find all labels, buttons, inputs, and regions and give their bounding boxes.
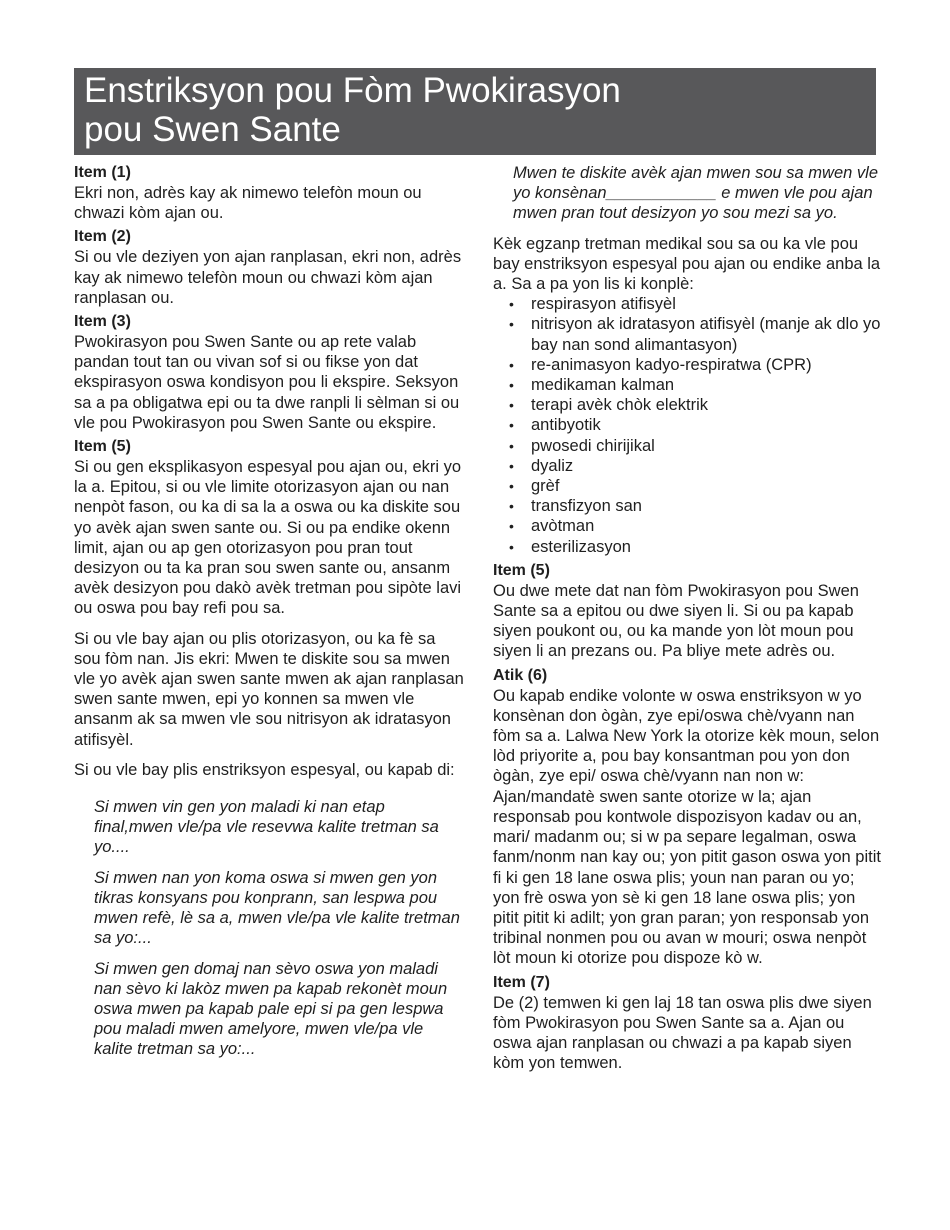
item-5-section (74, 437, 464, 1059)
list-item: • grèf (531, 476, 883, 496)
item-1-body: Ekri non, adrès kay ak nimewo telefòn moun ou chwazi kòm ajan ou. (74, 184, 422, 223)
item-7-heading: Item (7) (493, 973, 550, 991)
atik-6-heading: Atik (6) (493, 666, 548, 684)
right-column (493, 163, 883, 1073)
item-3-body: Pwokirasyon pou Swen Sante ou ap rete valab pandan tout tan ou vivan sof si ou fikse yon dat ekspirasyon oswa kondisyon pou li ekspire. Seksyon sa a pa obligatwa epi ou ta dwe ranpli li sèlman si ou vle pou Pwokirasyon pou Swen Sante ou ekspire. (74, 333, 460, 432)
item-2-body: Si ou vle deziyen yon ajan ranplasan, ekri non, adrès kay ak nimewo telefòn moun ou chwazi kòm ajan ranplasan ou. (74, 248, 462, 307)
list-item: • avòtman (531, 516, 883, 536)
item-5-heading: Item (5) (74, 438, 131, 456)
item-2-section (74, 227, 464, 308)
item-5b-heading: Item (5) (493, 561, 550, 579)
item-3-heading: Item (3) (74, 313, 131, 331)
list-item: • terapi avèk chòk elektrik (531, 395, 883, 415)
item-5-body: Si ou gen eksplikasyon espesyal pou ajan ou, ekri yo la a. Epitou, si ou vle limite otorizasyon ajan ou nan nenpòt fason, ou ka di sa la a oswa ou ka diskite sou yo avèk ajan swen sante ou. Si ou pa endike okenn limit, ajan ou ap gen otorizasyon pou pran tout desizyon ou ta ka pran sou swen sante ou, ansanm avèk desizyon pou dakò avèk tretman pou sipòte lavi ou oswa pou bay refi pou sa. (74, 458, 462, 618)
treatment-list (493, 294, 883, 557)
list-item: • dyaliz (531, 456, 883, 476)
atik-6-body: Ou kapab endike volonte w oswa enstriksyon w yo konsènan don ògàn, zye epi/oswa chè/vyann nan fòm sa a. Lalwa New York la otorize kèk moun, selon lòd priyorite a, pou bay konsantman pou yon don ògàn, zye epi/ oswa chè/vyann nan non w: Ajan/mandatè swen sante otorize w la; ajan responsab pou kontwole dispozisyon kadav ou an, mari/ madanm ou; si w pa separe legalman, oswa fanm/nonm nan kay ou; yon pitit gason oswa yon pitit fi ki gen 18 lane oswa plis; youn nan paran ou yo; yon frè oswa yon sè ki gen 18 lane oswa plis; yon pitit pitit ki adilt; yon gran paran; yon responsab yon tribinal nonmen pou ou avan w mouri; oswa nenpòt lòt moun ki otorize pou dispoze kò w. (493, 686, 881, 968)
item-2-heading: Item (2) (74, 228, 131, 246)
item-5b-section (493, 561, 883, 662)
page-title-line-2: pou Swen Sante (84, 110, 341, 149)
instruction-quote-4: Mwen te diskite avèk ajan mwen sou sa mwen vle yo konsènan____________ e mwen vle pou ajan mwen pran tout desizyon yo sou mezi sa yo. (513, 164, 878, 223)
title-banner (74, 68, 876, 155)
list-item: • antibyotik (531, 415, 883, 435)
list-item: • medikaman kalman (531, 375, 883, 395)
atik-6-section (493, 666, 883, 969)
item-5b-body: Ou dwe mete dat nan fòm Pwokirasyon pou Swen Sante sa a epitou ou dwe siyen li. Si ou pa kapab siyen poukont ou, ou ka mande yon lòt moun pou siyen li an prezans ou. Pa bliye mete adrès ou. (493, 581, 859, 661)
instruction-quote-3: Si mwen gen domaj nan sèvo oswa yon maladi nan sèvo ki lakòz mwen pa kapab rekonèt moun oswa mwen pa kapab pale epi si pa gen lespwa pou maladi mwen amelyore, mwen vle/pa vle kalite tretman sa yo:... (94, 959, 448, 1059)
item-7-body: De (2) temwen ki gen laj 18 tan oswa plis dwe siyen fòm Pwokirasyon pou Swen Sante sa a. Ajan ou oswa ajan ranplasan ou chwazi a pa kapab siyen kòm yon temwen. (493, 993, 872, 1073)
list-item: • respirasyon atifisyèl (531, 294, 883, 314)
list-item: • nitrisyon ak idratasyon atifisyèl (manje ak dlo yo bay nan sond alimantasyon) (531, 314, 883, 354)
list-item: • re-animasyon kadyo-respiratwa (CPR) (531, 355, 883, 375)
list-item: • esterilizasyon (531, 537, 883, 557)
instruction-quote-1: Si mwen vin gen yon maladi ki nan etap final,mwen vle/pa vle resevwa kalite tretman sa yo.... (94, 798, 439, 857)
list-item: • transfizyon san (531, 496, 883, 516)
item-5-paragraph-2: Si ou vle bay ajan ou plis otorizasyon, ou ka fè sa sou fòm nan. Jis ekri: Mwen te diskite sou sa mwen vle yo avèk ajan swen sante mwen ak ajan ranplasan swen sante mwen, epi yo konnen sa mwen vle ansanm ak sa mwen vle sou nitrisyon ak idratasyon atifisyèl. (74, 629, 464, 749)
item-7-section (493, 973, 883, 1074)
examples-intro: Kèk egzanp tretman medikal sou sa ou ka vle pou bay enstriksyon espesyal pou ajan ou endike anba la a. Sa a pa yon lis ki konplè: (493, 234, 881, 294)
item-5-paragraph-3: Si ou vle bay plis enstriksyon espesyal, ou kapab di: (74, 760, 455, 779)
item-1-section (74, 163, 464, 223)
item-3-section (74, 312, 464, 433)
page-title-line-1: Enstriksyon pou Fòm Pwokirasyon (84, 71, 621, 110)
left-column (74, 163, 464, 1060)
item-1-heading: Item (1) (74, 164, 131, 181)
instruction-quote-2: Si mwen nan yon koma oswa si mwen gen yon tikras konsyans pou konprann, san lespwa pou mwen refè, lè sa a, mwen vle/pa vle kalite tretman sa yo:... (94, 868, 460, 948)
list-item: • pwosedi chirijikal (531, 436, 883, 456)
